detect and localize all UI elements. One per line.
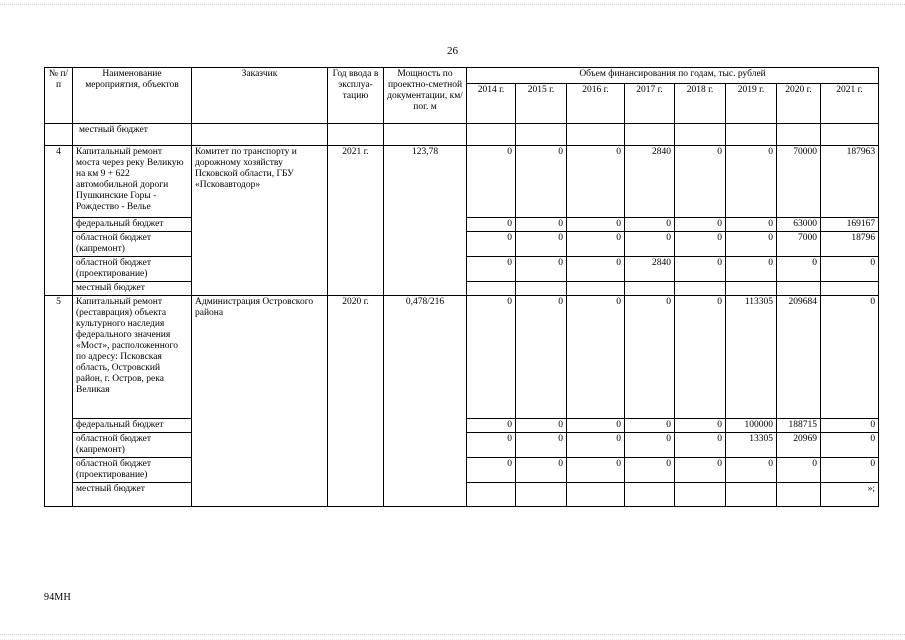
value-cell [625,483,675,507]
value-cell: 188715 [777,419,821,433]
value-cell [467,483,516,507]
value-cell: 18796 [821,232,879,257]
value-cell: 187963 [821,146,879,218]
object-year: 2020 г. [328,296,384,507]
value-cell [516,483,567,507]
value-cell: 0 [516,232,567,257]
source-label: местный бюджет [73,282,192,296]
year-header: 2021 г. [821,84,879,124]
value-cell [821,124,879,146]
value-cell [675,483,726,507]
value-cell: 0 [726,232,777,257]
value-cell [567,124,625,146]
year-header: 2014 г. [467,84,516,124]
value-cell: 0 [567,218,625,232]
value-cell [777,124,821,146]
value-cell: 0 [821,419,879,433]
value-cell: 0 [821,257,879,282]
value-cell: 0 [821,433,879,458]
source-label: областной бюджет (капремонт) [73,232,192,257]
value-cell: 0 [675,433,726,458]
value-cell [625,282,675,296]
object-number: 5 [45,296,73,507]
value-cell [467,124,516,146]
value-cell: 0 [675,257,726,282]
value-cell: 0 [467,433,516,458]
num-cell [45,124,73,146]
value-cell: 2840 [625,146,675,218]
value-cell [777,282,821,296]
col-capacity-header: Мощность по проектно-сметной документации, км/пог. м [384,68,467,124]
value-cell [726,282,777,296]
object-number: 4 [45,146,73,296]
object-name: Капитальный ремонт моста через реку Великую на км 9 + 622 автомобильной дороги Пушкинские Горы - Рождество - Велье [73,146,192,218]
source-label: федеральный бюджет [73,419,192,433]
value-cell: 13305 [726,433,777,458]
table-row [45,124,879,146]
object-row [45,296,879,419]
value-cell: 0 [516,433,567,458]
value-cell [567,483,625,507]
year-header: 2016 г. [567,84,625,124]
value-cell: 0 [567,232,625,257]
year-header: 2019 г. [726,84,777,124]
object-customer: Комитет по транспорту и дорожному хозяйству Псковской области, ГБУ «Псковавтодор» [192,146,328,296]
value-cell: 0 [567,419,625,433]
source-label: областной бюджет (проектирование) [73,458,192,483]
value-cell: 100000 [726,419,777,433]
page-number: 26 [447,45,458,57]
value-cell: 0 [821,296,879,419]
value-cell: 0 [675,146,726,218]
value-cell [467,282,516,296]
value-cell: 0 [567,296,625,419]
value-cell: 0 [625,419,675,433]
value-cell: 0 [467,458,516,483]
value-cell: 0 [726,458,777,483]
value-cell: 113305 [726,296,777,419]
source-label: областной бюджет (капремонт) [73,433,192,458]
value-cell: 0 [675,296,726,419]
value-cell [675,124,726,146]
object-capacity: 0,478/216 [384,296,467,507]
value-cell: 0 [726,218,777,232]
value-cell [821,282,879,296]
col-year-header: Год ввода в эксплуа-тацию [328,68,384,124]
col-num-header: № п/п [45,68,73,124]
header-row [45,68,879,84]
source-label: местный бюджет [73,124,192,146]
object-name: Капитальный ремонт (реставрация) объекта культурного наследия федерального значения «Мост», расположенного по адресу: Псковская область, Островский район, г. Остров, река Великая [73,296,192,419]
value-cell: 0 [567,458,625,483]
value-cell [567,282,625,296]
value-cell: 0 [467,146,516,218]
value-cell: 0 [567,257,625,282]
value-cell: 0 [567,433,625,458]
scan-edge-bottom [0,634,905,636]
value-cell: 0 [625,296,675,419]
year-header: 2015 г. [516,84,567,124]
value-cell: 0 [467,257,516,282]
value-cell: 0 [516,218,567,232]
value-cell: 0 [726,257,777,282]
value-cell: 169167 [821,218,879,232]
value-cell: 0 [675,419,726,433]
year-header: 2017 г. [625,84,675,124]
value-cell: 0 [516,146,567,218]
value-cell: »; [821,483,879,507]
value-cell: 0 [675,232,726,257]
col-financing-header: Объем финансирования по годам, тыс. рублей [467,68,879,84]
value-cell: 0 [467,419,516,433]
value-cell: 0 [777,458,821,483]
financing-table [44,67,879,507]
value-cell: 63000 [777,218,821,232]
value-cell [726,124,777,146]
value-cell: 20969 [777,433,821,458]
value-cell: 2840 [625,257,675,282]
value-cell [516,124,567,146]
value-cell [675,282,726,296]
value-cell: 0 [567,146,625,218]
year-header: 2020 г. [777,84,821,124]
value-cell: 7000 [777,232,821,257]
value-cell: 0 [625,433,675,458]
object-capacity: 123,78 [384,146,467,296]
col-name-header: Наименование мероприятия, объектов [73,68,192,124]
value-cell: 0 [625,232,675,257]
object-row [45,146,879,218]
customer-cell [192,124,328,146]
footer-code: 94МН [44,592,71,603]
capacity-cell [384,124,467,146]
value-cell: 0 [467,232,516,257]
value-cell: 0 [516,419,567,433]
value-cell: 0 [467,218,516,232]
value-cell: 209684 [777,296,821,419]
value-cell: 0 [625,458,675,483]
value-cell: 0 [821,458,879,483]
value-cell [726,483,777,507]
value-cell [625,124,675,146]
value-cell: 0 [516,257,567,282]
value-cell: 70000 [777,146,821,218]
value-cell: 0 [516,296,567,419]
year-cell [328,124,384,146]
object-customer: Администрация Островского района [192,296,328,507]
value-cell: 0 [467,296,516,419]
value-cell [516,282,567,296]
value-cell: 0 [516,458,567,483]
value-cell: 0 [675,458,726,483]
object-year: 2021 г. [328,146,384,296]
col-customer-header: Заказчик [192,68,328,124]
value-cell: 0 [726,146,777,218]
source-label: местный бюджет [73,483,192,507]
value-cell: 0 [675,218,726,232]
year-header: 2018 г. [675,84,726,124]
value-cell: 0 [777,257,821,282]
value-cell: 0 [625,218,675,232]
source-label: федеральный бюджет [73,218,192,232]
scan-edge-top [0,4,905,6]
value-cell [777,483,821,507]
source-label: областной бюджет (проектирование) [73,257,192,282]
